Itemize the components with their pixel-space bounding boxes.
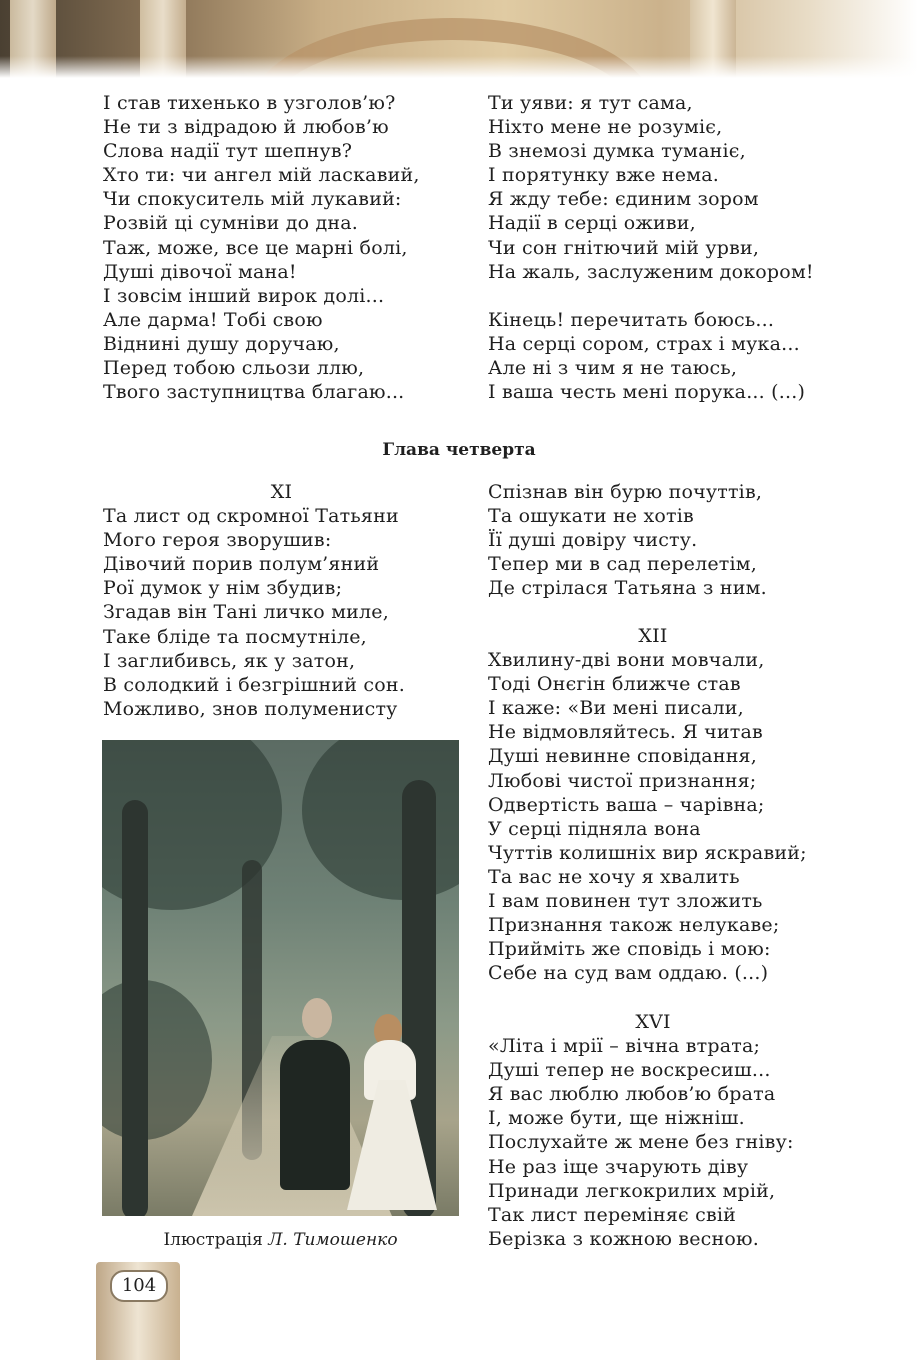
verse-line: Мого героя зворушив: [103,529,332,552]
top-right-verse [488,91,814,404]
stanza-gap [488,284,814,308]
stanza-number: XII [638,625,668,647]
verse-line: І став тихенько в узголов’ю? [103,92,396,114]
verse-line: Дівочий порив полум’яний [103,553,380,576]
verse-line: На серці сором, страх і мука... [488,332,800,355]
stanza-xii [488,624,818,985]
verse-line: І ваша честь мені порука... (...) [488,381,806,404]
verse-line: В знемозі думка туманіє, [488,140,746,163]
verse-line: Любові чистої признання; [488,769,757,792]
verse-line: У серці підняла вона [488,817,701,840]
header-decoration [0,0,918,78]
verse-line: Надії в серці оживи, [488,212,696,235]
verse-line: Не раз іще зчарують діву [488,1155,749,1178]
verse-line: Хвилину-дві вони мовчали, [488,649,765,672]
verse-line: Та лист од скромної Татьяни [103,505,399,528]
verse-line: Чи сон гнітючий мій урви, [488,236,760,259]
verse-line: Чуттів колишніх вир яскравий; [488,841,807,864]
illustration-caption [102,1230,459,1250]
verse-line: «Літа і мрії – вічна втрата; [488,1035,761,1058]
verse-line: Хто ти: чи ангел мій ласкавий, [103,164,420,187]
verse-line: Принади легкокрилих мрій, [488,1179,776,1202]
page-number: 104 [110,1270,168,1302]
verse-line: Прийміть же сповідь і мою: [488,938,771,961]
verse-line: Одвертість ваша – чарівна; [488,793,765,816]
verse-line: Перед тобою сльози ллю, [103,357,365,380]
verse-line: І каже: «Ви мені писали, [488,697,744,720]
verse-line: Ти уяви: я тут сама, [488,92,693,114]
verse-line: Де стрілася Татьяна з ним. [488,577,767,600]
verse-line: Твого заступництва благаю... [103,381,405,404]
chapter-title: Глава четверта [382,440,536,460]
verse-line: Її душі довіру чисту. [488,529,698,552]
verse-line: Кінець! перечитать боюсь... [488,308,775,331]
verse-line: Послухайте ж мене без гніву: [488,1131,794,1154]
verse-line: Тоді Онєгін ближче став [488,673,741,696]
verse-line: Але ні з чим я не таюсь, [488,357,738,380]
stanza-xvi [488,1010,818,1251]
stanza-number: XVI [635,1011,671,1033]
verse-line: На жаль, заслуженим докором! [488,260,814,283]
verse-line: Душі невинне сповідання, [488,745,757,768]
verse-line: І вам повинен тут зложить [488,890,763,913]
verse-line: В солодкий і безгрішний сон. [103,673,405,696]
verse-line: Та ошукати не хотів [488,505,694,528]
verse-line: Признання також нелукаве; [488,914,780,937]
verse-line: Не відмовляйтесь. Я читав [488,721,763,744]
right-continuation [488,480,767,600]
verse-line: Але дарма! Тобі свою [103,308,323,331]
verse-line: Згадав він Тані личко миле, [103,601,389,624]
verse-line: Я жду тебе: єдиним зором [488,188,759,211]
verse-line: Таж, може, все це марні болі, [103,236,408,259]
verse-line: Душі дівочої мана! [103,260,297,283]
verse-line: Не ти з відрадою й любов’ю [103,116,389,139]
verse-line: Віднині душу доручаю, [103,332,340,355]
verse-line: І зовсім інший вирок долі... [103,284,385,307]
verse-line: Та вас не хочу я хвалить [488,865,740,888]
stanza-xi [103,480,460,721]
stanza-number: XI [270,481,293,503]
caption-author: Л. Тимошенко [268,1230,398,1250]
verse-line: Ніхто мене не розуміє, [488,116,723,139]
verse-line: І заглибивсь, як у затон, [103,649,356,672]
verse-line: І, може бути, ще ніжніш. [488,1107,745,1130]
verse-line: Слова надії тут шепнув? [103,140,353,163]
illustration-painting [102,740,459,1216]
verse-line: Берізка з кожною весною. [488,1227,759,1250]
verse-line: Так лист переміняє свій [488,1203,737,1226]
verse-line: Спізнав він бурю почуттів, [488,481,763,503]
verse-line: І порятунку вже нема. [488,164,719,187]
caption-prefix: Ілюстрація [163,1230,263,1250]
verse-line: Себе на суд вам оддаю. (...) [488,962,769,985]
verse-line: Я вас люблю любов’ю брата [488,1083,776,1106]
verse-line: Чи спокуситель мій лукавий: [103,188,402,211]
top-left-verse [103,91,420,404]
verse-line: Розвій ці сумніви до дна. [103,212,359,235]
verse-line: Душі тепер не воскресиш... [488,1059,771,1082]
verse-line: Рої думок у нім збудив; [103,577,343,600]
verse-line: Можливо, знов полуменисту [103,697,398,720]
verse-line: Таке бліде та посмутніле, [103,625,367,648]
verse-line: Тепер ми в сад перелетім, [488,553,757,576]
